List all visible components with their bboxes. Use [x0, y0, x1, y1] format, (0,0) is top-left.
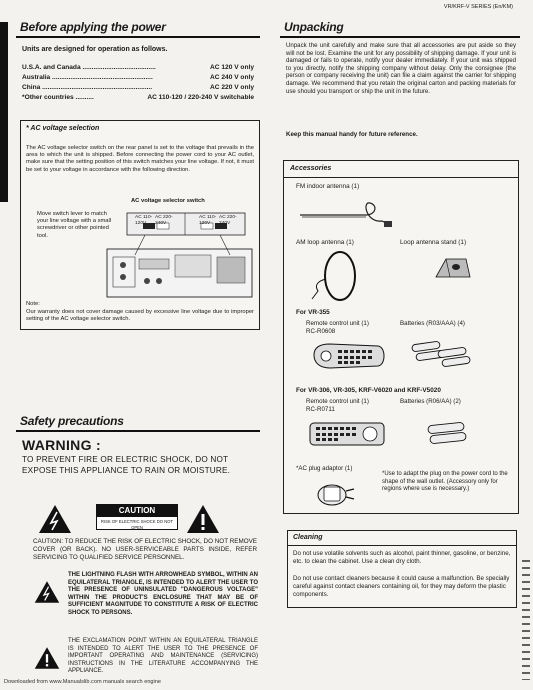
before-title-rule [16, 36, 260, 38]
stand-label: Loop antenna stand (1) [400, 239, 467, 246]
before-intro: Units are designed for operation as follows. [22, 46, 168, 53]
note-label: Note: [26, 301, 40, 307]
warning-text: TO PREVENT FIRE OR ELECTRIC SHOCK, DO NOT EXPOSE THIS APPLIANCE TO RAIN OR MOISTURE. [22, 455, 231, 476]
cleaning-p2: Do not use contact cleaners because it could cause a malfunction. Be specially careful against contact cleaners containing oil, for they may deform the plastic components. [293, 575, 510, 598]
aa-batteries-icon [424, 421, 474, 445]
exclamation-triangle-icon [186, 504, 220, 534]
lightning-triangle-icon [34, 580, 60, 604]
am-label: AM loop antenna (1) [296, 239, 354, 246]
aaa-batteries-icon [408, 339, 478, 369]
remote1-model: RC-R0608 [306, 328, 336, 335]
remote2-model: RC-R0711 [306, 406, 335, 413]
lightning-text: THE LIGHTNING FLASH WITH ARROWHEAD SYMBOL, WITHIN AN EQUILATERAL TRIANGLE, IS INTENDED TO ALERT THE USER TO THE PRESENCE OF UNINSULATED "DANGEROUS VOLTAGE" WITHIN THE PRODUCT'S ENCLOSURE THAT MAY BE OF SUFFICIENT MAGNITUDE TO CONSTITUTE A RISK OF ELECTRIC SHOCK TO PERSONS. [68, 572, 258, 616]
unpacking-title: Unpacking [284, 20, 344, 34]
batt2-label: Batteries (R06/AA) (2) [400, 398, 461, 405]
caution-text: CAUTION: TO REDUCE THE RISK OF ELECTRIC SHOCK, DO NOT REMOVE COVER (OR BACK). NO USER-SERVICEABLE PARTS INSIDE, REFER SERVICING TO QUALIFIED SERVICE PERSONNEL. [33, 538, 257, 561]
ac-voltage-box [20, 120, 260, 330]
cleaning-box [287, 530, 517, 608]
fm-label: FM indoor antenna (1) [296, 183, 360, 190]
exclamation-triangle-icon [34, 646, 60, 670]
voltage-row: China ............................................................ AC 220 V only [22, 84, 254, 91]
remote1-label: Remote control unit (1) [306, 320, 369, 327]
voltage-row: U.S.A. and Canada ........................................ AC 120 V only [22, 64, 254, 71]
diagram-instruction: Move switch lever to match your line voltage with a small screwdriver or other pointed tool. [37, 211, 112, 239]
accessories-box [283, 160, 519, 514]
fm-antenna-icon [296, 195, 396, 231]
voltage-row: Australia ....................................................... AC 240 V only [22, 74, 254, 81]
caution-label: CAUTION [97, 505, 177, 517]
switch-label: AC 110-120V [199, 215, 217, 226]
batt1-label: Batteries (R03/AAA) (4) [400, 320, 465, 327]
plug-note: *Use to adapt the plug on the power cord to the shape of the wall outlet. (Accessory only for regions where use is necessary.) [382, 471, 508, 492]
voltage-table [22, 64, 254, 104]
am-loop-antenna-icon [308, 249, 368, 307]
voltage-row: *Other countries .......... AC 110-120 / 220-240 V switchable [22, 94, 254, 101]
right-edge-marks [522, 560, 530, 680]
warning-head: WARNING : [22, 437, 101, 453]
caution-small: RISK OF ELECTRIC SHOCK DO NOT OPEN [100, 519, 174, 530]
ac-box-body: The AC voltage selector switch on the rear panel is set to the voltage that prevails in the area to which the unit is shipped. Before connecting the power cord to your AC outlet, make sure that the setting position of this switch matches your line voltage. If not, it must be set to your voltage in accordance with the following direction. [26, 145, 254, 173]
plug-label: *AC plug adaptor (1) [296, 465, 353, 472]
remote-control-icon [308, 419, 388, 449]
lightning-triangle-icon [38, 504, 72, 534]
switch-label: AC 110-120V [135, 215, 153, 226]
safety-title: Safety precautions [20, 414, 124, 428]
accessories-title: Accessories [290, 165, 332, 172]
caution-label-box [96, 504, 178, 530]
before-title: Before applying the power [20, 20, 166, 34]
series-header: VR/KRF-V SERIES (En/KM) [443, 4, 513, 10]
for-vr306: For VR-306, VR-305, KRF-V6020 and KRF-V5020 [296, 387, 441, 394]
ac-box-title: * AC voltage selection [26, 125, 100, 132]
unpacking-body: Unpack the unit carefully and make sure that all accessories are put aside so they will not be lost. Examine the unit for any possibility of shipping damage. If your unit is damaged or fails to operate, notify your dealer immediately. If your unit was shipped to you directly, notify the shipping company without delay. Only the consignee (the person or company receiving the unit) can file a claim against the carrier for shipping damage. We recommend that you retain the original carton and packing materials for use should you transport or ship the unit in the future. [286, 42, 516, 95]
remote-control-icon [312, 341, 388, 371]
switch-label: AC 220-240V [155, 215, 173, 226]
footer-download[interactable]: Downloaded from www.Manualslib.com manuals search engine [4, 679, 162, 685]
remote2-label: Remote control unit (1) [306, 398, 369, 405]
cleaning-title-rule [288, 545, 516, 546]
accessories-title-rule [284, 177, 518, 178]
note-text: Our warranty does not cover damage caused by excessive line voltage due to improper setting of the AC voltage selector switch. [26, 309, 254, 323]
switch-label: AC 220-240V [219, 215, 237, 226]
unpacking-title-rule [280, 36, 520, 38]
for-vr355: For VR-355 [296, 309, 330, 316]
diagram-title: AC voltage selector switch [131, 198, 205, 204]
loop-stand-icon [432, 251, 472, 287]
left-edge-bar [0, 22, 8, 202]
cleaning-p1: Do not use volatile solvents such as alcohol, paint thinner, gasoline, or benzine, etc. to clean the cabinet. Use a clean dry cloth. [293, 550, 511, 565]
cleaning-title: Cleaning [293, 534, 323, 541]
ac-plug-adaptor-icon [312, 477, 356, 509]
exclaim-text: THE EXCLAMATION POINT WITHIN AN EQUILATERAL TRIANGLE IS INTENDED TO ALERT THE USER TO THE PRESENCE OF IMPORTANT OPERATING AND MAINTENANCE (SERVICING) INSTRUCTIONS IN THE LITERATURE ACCOMPANYING THE APPLIANCE. [68, 638, 258, 674]
unpacking-keep: Keep this manual handy for future reference. [286, 131, 418, 138]
safety-title-rule [16, 430, 260, 432]
